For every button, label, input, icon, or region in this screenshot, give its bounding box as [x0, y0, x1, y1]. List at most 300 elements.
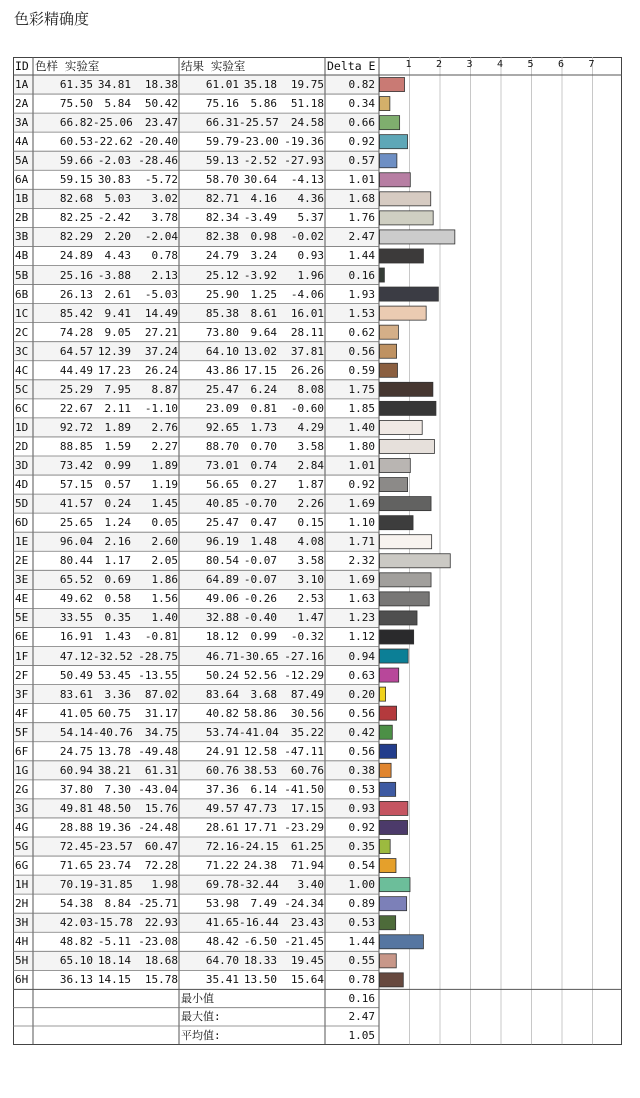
sample-lab-value: 1.89 [104, 420, 131, 434]
result-lab-value: 0.93 [297, 249, 324, 263]
result-lab-value: 35.22 [290, 725, 324, 739]
delta-e-value: 1.40 [348, 420, 375, 434]
sample-lab-value: 57.15 [59, 478, 93, 492]
row-id: 3E [15, 573, 29, 587]
sample-lab-value: 9.05 [104, 325, 131, 339]
result-lab-value: 6.14 [250, 782, 277, 796]
result-lab-value: -24.34 [284, 897, 324, 911]
sample-lab-value: -15.78 [93, 916, 133, 930]
result-lab-value: 66.31 [205, 116, 239, 130]
result-lab-value: -21.45 [284, 935, 324, 949]
delta-e-value: 1.01 [348, 459, 375, 472]
result-lab-value: 9.64 [250, 325, 277, 339]
sample-lab-value: 25.65 [59, 516, 93, 530]
sample-lab-value: -24.48 [138, 820, 178, 834]
delta-e-bar [380, 363, 398, 377]
summary-min-label: 最小值 [181, 991, 214, 1005]
row-id: 2B [15, 211, 29, 225]
result-lab-value: 17.15 [290, 801, 324, 815]
result-lab-value: -30.65 [239, 649, 279, 663]
sample-lab-value: 70.19 [59, 878, 93, 892]
sample-lab-value: 2.13 [151, 268, 178, 282]
delta-e-value: 0.53 [348, 916, 375, 930]
header-delta-e: Delta E [327, 59, 376, 73]
delta-e-bar [380, 344, 397, 358]
sample-lab-value: -25.06 [93, 116, 133, 130]
result-lab-value: -16.44 [239, 916, 279, 930]
result-lab-value: 1.87 [297, 478, 324, 492]
sample-lab-value: 22.93 [144, 916, 178, 930]
sample-lab-value: 48.50 [97, 801, 131, 815]
sample-lab-value: 37.80 [59, 782, 93, 796]
sample-lab-value: 0.24 [104, 497, 131, 511]
result-lab-value: 69.78 [205, 878, 239, 892]
delta-e-bar [380, 173, 411, 187]
sample-lab-value: 65.10 [59, 954, 93, 968]
result-lab-value: 64.10 [205, 344, 239, 358]
sample-lab-value: 92.72 [59, 420, 93, 434]
result-lab-value: 82.38 [205, 230, 239, 244]
row-id: 3G [15, 801, 29, 815]
result-lab-value: -12.29 [284, 668, 324, 682]
sample-lab-value: 14.15 [97, 973, 131, 987]
result-lab-value: 7.49 [250, 897, 277, 911]
result-lab-value: 53.74 [205, 725, 239, 739]
delta-e-bar [380, 401, 436, 415]
result-lab-value: 24.79 [205, 249, 239, 263]
result-lab-value: 28.11 [290, 325, 324, 339]
result-lab-value: 35.41 [205, 973, 239, 987]
summary-max-value: 2.47 [348, 1010, 375, 1024]
result-lab-value: 25.90 [205, 287, 239, 301]
result-lab-value: 2.53 [297, 592, 324, 606]
result-lab-value: -41.50 [284, 782, 324, 796]
row-id: 6C [15, 401, 29, 415]
delta-e-value: 0.56 [348, 344, 375, 358]
delta-e-value: 1.80 [348, 439, 375, 453]
sample-lab-value: 41.05 [59, 706, 93, 720]
sample-lab-value: 74.28 [59, 325, 93, 339]
sample-lab-value: 47.12 [59, 649, 93, 663]
result-lab-value: 35.18 [243, 78, 277, 91]
summary-avg-label: 平均值: [181, 1028, 221, 1042]
row-id: 5D [15, 497, 29, 511]
delta-e-value: 1.76 [348, 211, 375, 225]
sample-lab-value: 72.28 [144, 859, 178, 873]
result-lab-value: 1.48 [250, 535, 277, 549]
delta-e-bar [380, 820, 408, 834]
result-lab-value: 30.64 [243, 173, 277, 187]
delta-e-value: 1.10 [348, 516, 375, 530]
sample-lab-value: 23.47 [144, 116, 178, 130]
result-lab-value: 18.12 [205, 630, 239, 644]
result-lab-value: 3.10 [297, 573, 324, 587]
sample-lab-value: 2.76 [151, 420, 178, 434]
sample-lab-value: 12.39 [97, 344, 131, 358]
delta-e-value: 0.66 [348, 116, 375, 130]
result-lab-value: 59.13 [205, 154, 239, 168]
row-id: 5G [15, 840, 29, 853]
result-lab-value: 4.36 [297, 192, 324, 206]
result-lab-value: 92.65 [205, 420, 239, 434]
row-id: 2H [15, 897, 29, 911]
row-id: 3C [15, 344, 29, 358]
sample-lab-value: 50.42 [144, 97, 178, 111]
result-lab-value: -0.26 [243, 592, 277, 606]
result-lab-value: 43.86 [205, 363, 239, 377]
sample-lab-value: 83.61 [59, 687, 93, 701]
result-lab-value: 82.71 [205, 192, 239, 206]
result-lab-value: 18.33 [243, 954, 277, 968]
delta-e-value: 1.44 [348, 249, 375, 263]
result-lab-value: 0.81 [250, 401, 277, 415]
result-lab-value: 25.12 [205, 268, 239, 282]
row-id: 6H [15, 973, 29, 987]
sample-lab-value: 8.84 [104, 897, 131, 911]
summary-min-value: 0.16 [348, 991, 375, 1005]
result-lab-value: 47.73 [243, 801, 277, 815]
delta-e-bar [380, 192, 431, 206]
row-id: 1F [15, 649, 29, 663]
row-id: 5B [15, 268, 29, 282]
row-id: 2F [15, 668, 29, 682]
row-id: 6D [15, 516, 29, 530]
delta-e-value: 0.92 [348, 820, 375, 834]
result-lab-value: 4.08 [297, 535, 324, 549]
sample-lab-value: 73.42 [59, 459, 93, 472]
row-id: 1H [15, 878, 29, 892]
delta-e-bar [380, 516, 414, 530]
sample-lab-value: 2.20 [104, 230, 131, 244]
result-lab-value: 24.38 [243, 859, 277, 873]
row-id: 4E [15, 592, 29, 606]
sample-lab-value: 82.68 [59, 192, 93, 206]
sample-lab-value: -22.62 [93, 135, 133, 149]
sample-lab-value: 1.19 [151, 478, 178, 492]
delta-e-value: 0.20 [348, 687, 375, 701]
result-lab-value: 0.98 [250, 230, 277, 244]
delta-e-value: 1.69 [348, 573, 375, 587]
sample-lab-value: 60.53 [59, 135, 93, 149]
sample-lab-value: 61.31 [144, 763, 178, 777]
result-lab-value: 25.47 [205, 516, 239, 530]
delta-e-bar [380, 154, 397, 168]
row-id: 5C [15, 382, 29, 396]
result-lab-value: 4.16 [250, 192, 277, 206]
delta-e-value: 1.53 [348, 306, 375, 320]
sample-lab-value: 66.82 [59, 116, 93, 130]
sample-lab-value: 1.17 [104, 554, 131, 568]
result-lab-value: 5.86 [250, 97, 277, 111]
sample-lab-value: 3.36 [104, 687, 131, 701]
delta-e-value: 0.63 [348, 668, 375, 682]
sample-lab-value: -43.04 [138, 782, 178, 796]
sample-lab-value: 25.29 [59, 382, 93, 396]
result-lab-value: 16.01 [290, 306, 324, 320]
delta-e-bar [380, 287, 439, 301]
sample-lab-value: 44.49 [59, 363, 93, 377]
result-lab-value: -0.70 [243, 497, 277, 511]
result-lab-value: 2.26 [297, 497, 324, 511]
sample-lab-value: 1.86 [151, 573, 178, 587]
sample-lab-value: 54.38 [59, 897, 93, 911]
delta-e-bar [380, 630, 414, 644]
sample-lab-value: -3.88 [97, 268, 131, 282]
result-lab-value: -32.44 [239, 878, 279, 892]
result-lab-value: 40.85 [205, 497, 239, 511]
result-lab-value: -0.07 [243, 554, 277, 568]
result-lab-value: 50.24 [205, 668, 239, 682]
result-lab-value: -41.04 [239, 725, 279, 739]
result-lab-value: 23.09 [205, 401, 239, 415]
sample-lab-value: 82.29 [59, 230, 93, 244]
sample-lab-value: 41.57 [59, 497, 93, 511]
delta-e-bar [380, 382, 433, 396]
delta-e-value: 0.53 [348, 782, 375, 796]
result-lab-value: 19.75 [290, 78, 324, 91]
delta-e-bar [380, 859, 396, 873]
sample-lab-value: 59.15 [59, 173, 93, 187]
delta-e-bar [380, 97, 390, 111]
delta-e-bar [380, 782, 396, 796]
result-lab-value: 17.71 [243, 820, 277, 834]
sample-lab-value: 7.95 [104, 382, 131, 396]
result-lab-value: 73.01 [205, 459, 239, 472]
delta-e-value: 0.94 [348, 649, 375, 663]
result-lab-value: 46.71 [205, 649, 239, 663]
row-id: 1A [15, 78, 29, 91]
sample-lab-value: 15.78 [144, 973, 178, 987]
result-lab-value: 58.86 [243, 706, 277, 720]
delta-e-value: 2.32 [348, 554, 375, 568]
delta-e-bar [380, 973, 404, 987]
sample-lab-value: 1.40 [151, 611, 178, 625]
sample-lab-value: 25.16 [59, 268, 93, 282]
delta-e-value: 1.23 [348, 611, 375, 625]
result-lab-value: 3.24 [250, 249, 277, 263]
row-id: 6E [15, 630, 29, 644]
row-id: 4D [15, 478, 29, 492]
result-lab-value: 0.15 [297, 516, 324, 530]
delta-e-value: 0.34 [348, 97, 375, 111]
delta-e-bar [380, 478, 408, 492]
delta-e-bar [380, 878, 411, 892]
delta-e-value: 1.69 [348, 497, 375, 511]
result-lab-value: 24.91 [205, 744, 239, 758]
sample-lab-value: -0.81 [144, 630, 178, 644]
sample-lab-value: 22.67 [59, 401, 93, 415]
result-lab-value: 25.47 [205, 382, 239, 396]
sample-lab-value: 1.45 [151, 497, 178, 511]
sample-lab-value: -49.48 [138, 744, 178, 758]
delta-e-bar [380, 249, 424, 263]
sample-lab-value: 0.78 [151, 249, 178, 263]
sample-lab-value: 15.76 [144, 801, 178, 815]
sample-lab-value: 2.11 [104, 401, 131, 415]
sample-lab-value: 1.89 [151, 459, 178, 472]
sample-lab-value: -25.71 [138, 897, 178, 911]
sample-lab-value: 26.13 [59, 287, 93, 301]
sample-lab-value: 64.57 [59, 344, 93, 358]
delta-e-bar [380, 592, 430, 606]
delta-e-bar [380, 459, 411, 473]
sample-lab-value: -40.76 [93, 725, 133, 739]
delta-e-value: 1.44 [348, 935, 375, 949]
result-lab-value: 1.96 [297, 268, 324, 282]
result-lab-value: 28.61 [205, 820, 239, 834]
result-lab-value: 56.65 [205, 478, 239, 492]
sample-lab-value: 0.99 [104, 459, 131, 472]
sample-lab-value: 80.44 [59, 554, 93, 568]
sample-lab-value: -5.11 [97, 935, 131, 949]
row-id: 4A [15, 135, 29, 149]
sample-lab-value: 18.38 [144, 78, 178, 91]
row-id: 6F [15, 744, 29, 758]
result-lab-value: 3.58 [297, 439, 324, 453]
row-id: 5A [15, 154, 29, 168]
result-lab-value: -0.60 [290, 401, 324, 415]
sample-lab-value: 5.84 [104, 97, 131, 111]
sample-lab-value: -28.75 [138, 649, 178, 663]
sample-lab-value: 33.55 [59, 611, 93, 625]
result-lab-value: -0.07 [243, 573, 277, 587]
sample-lab-value: 65.52 [59, 573, 93, 587]
sample-lab-value: 0.35 [104, 611, 131, 625]
row-id: 4G [15, 820, 29, 834]
sample-lab-value: 36.13 [59, 973, 93, 987]
result-lab-value: 37.81 [290, 344, 324, 358]
row-id: 4C [15, 363, 29, 377]
sample-lab-value: -5.72 [144, 173, 178, 187]
result-lab-value: 71.94 [290, 859, 324, 873]
row-id: 6A [15, 173, 29, 187]
delta-e-bar [380, 706, 397, 720]
row-id: 3H [15, 916, 29, 930]
result-lab-value: 85.38 [205, 306, 239, 320]
result-lab-value: -24.15 [239, 840, 279, 853]
result-lab-value: 8.08 [297, 382, 324, 396]
delta-e-bar [380, 116, 400, 130]
sample-lab-value: 31.17 [144, 706, 178, 720]
delta-e-bar [380, 916, 396, 930]
result-lab-value: 6.24 [250, 382, 277, 396]
delta-e-value: 0.82 [348, 78, 375, 91]
delta-e-value: 0.35 [348, 840, 375, 853]
result-lab-value: 87.49 [290, 687, 324, 701]
sample-lab-value: 18.14 [97, 954, 131, 968]
sample-lab-value: 88.85 [59, 439, 93, 453]
result-lab-value: 1.25 [250, 287, 277, 301]
result-lab-value: -0.02 [290, 230, 324, 244]
result-lab-value: 24.58 [290, 116, 324, 130]
result-lab-value: 41.65 [205, 916, 239, 930]
delta-e-value: 0.16 [348, 268, 375, 282]
sample-lab-value: 28.88 [59, 820, 93, 834]
delta-e-value: 0.78 [348, 973, 375, 987]
sample-lab-value: 2.05 [151, 554, 178, 568]
row-id: 2G [15, 782, 29, 796]
result-lab-value: 23.43 [290, 916, 324, 930]
result-lab-value: 83.64 [205, 687, 239, 701]
sample-lab-value: 1.43 [104, 630, 131, 644]
sample-lab-value: 82.25 [59, 211, 93, 225]
delta-e-bar [380, 211, 434, 225]
delta-e-bar [380, 840, 391, 854]
delta-e-bar [380, 954, 397, 968]
result-lab-value: 0.27 [250, 478, 277, 492]
sample-lab-value: 0.58 [104, 592, 131, 606]
result-lab-value: 49.57 [205, 801, 239, 815]
sample-lab-value: 19.36 [97, 820, 131, 834]
result-lab-value: 12.58 [243, 744, 277, 758]
summary-max-label: 最大值: [181, 1010, 221, 1024]
sample-lab-value: 42.03 [59, 916, 93, 930]
result-lab-value: -4.13 [290, 173, 324, 187]
delta-e-bar [380, 649, 409, 663]
result-lab-value: 61.01 [205, 78, 239, 91]
sample-lab-value: 3.02 [151, 192, 178, 206]
sample-lab-value: 26.24 [144, 363, 178, 377]
result-lab-value: 37.36 [205, 782, 239, 796]
sample-lab-value: 24.75 [59, 744, 93, 758]
sample-lab-value: -20.40 [138, 135, 178, 149]
result-lab-value: 64.89 [205, 573, 239, 587]
row-id: 4F [15, 706, 29, 720]
result-lab-value: 32.88 [205, 611, 239, 625]
result-lab-value: 80.54 [205, 554, 239, 568]
sample-lab-value: -23.08 [138, 935, 178, 949]
delta-e-bar [380, 744, 397, 758]
result-lab-value: -6.50 [243, 935, 277, 949]
delta-e-value: 1.00 [348, 878, 375, 892]
result-lab-value: 3.68 [250, 687, 277, 701]
result-lab-value: 60.76 [290, 763, 324, 777]
delta-e-bar [380, 230, 455, 244]
row-id: 5H [15, 954, 29, 968]
result-lab-value: -4.06 [290, 287, 324, 301]
row-id: 1B [15, 192, 29, 206]
result-lab-value: -19.36 [284, 135, 324, 149]
delta-e-bar [380, 573, 432, 587]
result-lab-value: 13.02 [243, 344, 277, 358]
sample-lab-value: -31.85 [93, 878, 133, 892]
result-lab-value: 75.16 [205, 97, 239, 111]
delta-e-value: 0.89 [348, 897, 375, 911]
sample-lab-value: 0.05 [151, 516, 178, 530]
header-id: ID [15, 59, 29, 73]
sample-lab-value: 87.02 [144, 687, 178, 701]
x-tick-label: 2 [436, 59, 443, 70]
sample-lab-value: 7.30 [104, 782, 131, 796]
delta-e-value: 1.75 [348, 382, 375, 396]
result-lab-value: 0.99 [250, 630, 277, 644]
sample-lab-value: 17.23 [97, 363, 131, 377]
sample-lab-value: 72.45 [59, 840, 93, 853]
delta-e-value: 1.63 [348, 592, 375, 606]
x-tick-label: 6 [558, 59, 565, 70]
sample-lab-value: -13.55 [138, 668, 178, 682]
delta-e-value: 0.38 [348, 763, 375, 777]
row-id: 2A [15, 97, 29, 111]
header-result-lab: 结果 实验室 [181, 59, 246, 73]
result-lab-value: -2.52 [243, 154, 277, 168]
result-lab-value: 48.42 [205, 935, 239, 949]
delta-e-bar [380, 687, 386, 701]
x-tick-label: 7 [588, 59, 595, 70]
result-lab-value: 51.18 [290, 97, 324, 111]
row-id: 1C [15, 306, 29, 320]
delta-e-bar [380, 668, 399, 682]
